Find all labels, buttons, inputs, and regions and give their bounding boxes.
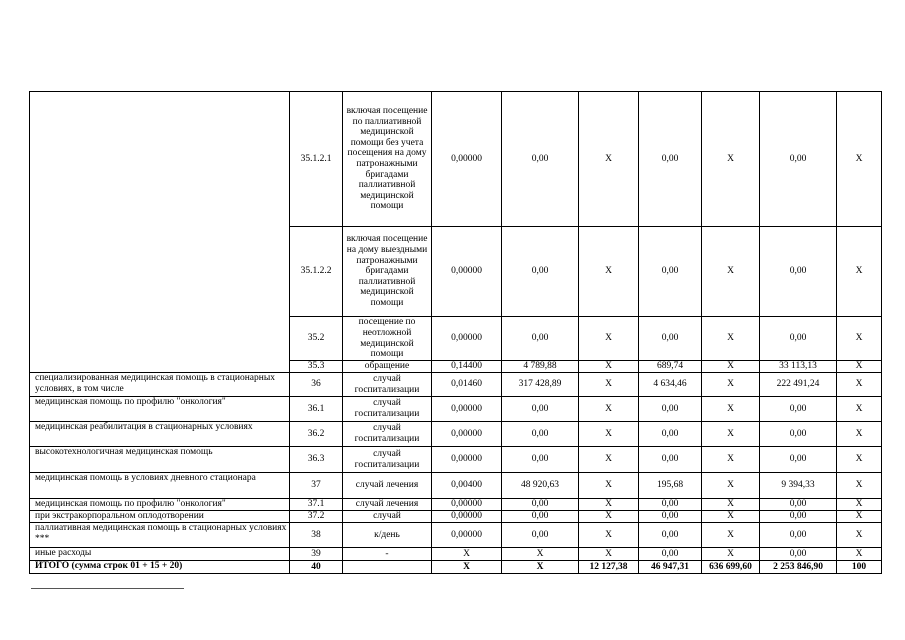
value-cell: 4 634,46 [639, 373, 702, 397]
value-cell: 0,00 [639, 317, 702, 361]
value-cell: X [837, 511, 882, 523]
value-cell: X [579, 317, 639, 361]
value-cell: 0,00 [639, 499, 702, 511]
value-cell: 0,00 [760, 92, 837, 227]
unit-cell: посещение по неотложной медицинской помощи [343, 317, 432, 361]
value-cell: X [702, 473, 760, 499]
unit-cell: включая посещение на дому выездными патронажными бригадами паллиативной медицинской помощи [343, 227, 432, 317]
value-cell: X [502, 561, 579, 574]
value-cell: X [702, 511, 760, 523]
value-cell: X [579, 473, 639, 499]
table-row [30, 511, 882, 523]
value-cell: 0,00000 [432, 92, 502, 227]
value-cell: X [702, 227, 760, 317]
value-cell: X [702, 373, 760, 397]
unit-cell [343, 561, 432, 574]
value-cell: X [702, 317, 760, 361]
label-cell: паллиативная медицинская помощь в стационарных условиях *** [30, 523, 290, 548]
table-row [30, 499, 882, 511]
value-cell: 0,00 [502, 92, 579, 227]
unit-cell: случай лечения [343, 499, 432, 511]
value-cell: 0,00000 [432, 447, 502, 473]
table-row [30, 397, 882, 422]
table-row [30, 92, 882, 227]
label-cell: медицинская помощь по профилю "онкология" [30, 397, 290, 422]
code-cell: 36 [290, 373, 343, 397]
table-row [30, 548, 882, 561]
unit-cell: случай госпитализации [343, 373, 432, 397]
code-cell: 35.3 [290, 361, 343, 373]
code-cell: 37.2 [290, 511, 343, 523]
value-cell: X [432, 548, 502, 561]
label-cell: ИТОГО (сумма строк 01 + 15 + 20) [30, 561, 290, 574]
value-cell: 0,00 [639, 397, 702, 422]
value-cell: X [579, 92, 639, 227]
value-cell: X [837, 317, 882, 361]
code-cell: 36.2 [290, 422, 343, 447]
value-cell: 0,00 [502, 523, 579, 548]
value-cell: X [579, 499, 639, 511]
value-cell: X [579, 227, 639, 317]
value-cell: 0,00 [760, 397, 837, 422]
value-cell: 0,00000 [432, 397, 502, 422]
value-cell: X [579, 523, 639, 548]
value-cell: 48 920,63 [502, 473, 579, 499]
value-cell: X [702, 548, 760, 561]
value-cell: 0,00 [639, 92, 702, 227]
value-cell: X [702, 92, 760, 227]
value-cell: 0,00 [760, 317, 837, 361]
value-cell: X [579, 422, 639, 447]
value-cell: 0,00 [502, 227, 579, 317]
value-cell: X [579, 361, 639, 373]
value-cell: 0,00 [502, 422, 579, 447]
value-cell: 0,00 [639, 422, 702, 447]
value-cell: 46 947,31 [639, 561, 702, 574]
footnote-separator [31, 588, 184, 589]
value-cell: 0,00 [760, 523, 837, 548]
value-cell: 100 [837, 561, 882, 574]
value-cell: 0,00000 [432, 499, 502, 511]
unit-cell: обращение [343, 361, 432, 373]
unit-cell: случай госпитализации [343, 422, 432, 447]
value-cell: X [837, 397, 882, 422]
value-cell: X [837, 447, 882, 473]
value-cell: 0,00 [760, 548, 837, 561]
value-cell: 9 394,33 [760, 473, 837, 499]
table-row [30, 373, 882, 397]
value-cell: 0,00 [639, 227, 702, 317]
value-cell: 0,00000 [432, 317, 502, 361]
value-cell: 0,00000 [432, 511, 502, 523]
code-cell: 35.2 [290, 317, 343, 361]
value-cell: 0,00 [639, 523, 702, 548]
value-cell: X [837, 499, 882, 511]
value-cell: X [837, 422, 882, 447]
value-cell: 0,00 [502, 511, 579, 523]
label-cell: высокотехнологичная медицинская помощь [30, 447, 290, 473]
total-row [30, 561, 882, 574]
code-cell: 35.1.2.1 [290, 92, 343, 227]
table-row [30, 447, 882, 473]
value-cell: 0,00000 [432, 523, 502, 548]
value-cell: 0,00400 [432, 473, 502, 499]
label-cell-merged [30, 92, 290, 373]
label-cell: медицинская реабилитация в стационарных условиях [30, 422, 290, 447]
code-cell: 40 [290, 561, 343, 574]
value-cell: 0,00 [639, 511, 702, 523]
value-cell: X [837, 361, 882, 373]
unit-cell: случай госпитализации [343, 447, 432, 473]
unit-cell: - [343, 548, 432, 561]
value-cell: 33 113,13 [760, 361, 837, 373]
value-cell: 0,14400 [432, 361, 502, 373]
code-cell: 35.1.2.2 [290, 227, 343, 317]
tariff-table [29, 91, 882, 574]
value-cell: X [579, 548, 639, 561]
value-cell: 0,00 [502, 447, 579, 473]
value-cell: X [579, 373, 639, 397]
value-cell: X [579, 447, 639, 473]
value-cell: 0,00 [760, 499, 837, 511]
unit-cell: включая посещение по паллиативной медицинской помощи без учета посещения на дому патронажными бригадами паллиативной медицинской помощи [343, 92, 432, 227]
value-cell: 0,00 [760, 422, 837, 447]
value-cell: X [432, 561, 502, 574]
value-cell: X [702, 361, 760, 373]
unit-cell: случай [343, 511, 432, 523]
value-cell: 317 428,89 [502, 373, 579, 397]
value-cell: X [837, 227, 882, 317]
value-cell: 0,00 [502, 397, 579, 422]
unit-cell: случай госпитализации [343, 397, 432, 422]
label-cell: при экстракорпоральном оплодотворении [30, 511, 290, 523]
label-cell: медицинская помощь в условиях дневного стационара [30, 473, 290, 499]
value-cell: 4 789,88 [502, 361, 579, 373]
code-cell: 37.1 [290, 499, 343, 511]
value-cell: X [837, 92, 882, 227]
value-cell: 0,00 [760, 511, 837, 523]
value-cell: X [837, 473, 882, 499]
value-cell: 2 253 846,90 [760, 561, 837, 574]
value-cell: 12 127,38 [579, 561, 639, 574]
table-row [30, 473, 882, 499]
value-cell: X [702, 523, 760, 548]
label-cell: медицинская помощь по профилю "онкология" [30, 499, 290, 511]
value-cell: X [579, 397, 639, 422]
value-cell: 0,00000 [432, 227, 502, 317]
value-cell: 0,00 [502, 499, 579, 511]
value-cell: 0,00 [502, 317, 579, 361]
value-cell: X [837, 523, 882, 548]
value-cell: 0,00 [639, 548, 702, 561]
value-cell: X [579, 511, 639, 523]
value-cell: X [702, 422, 760, 447]
label-cell: специализированная медицинская помощь в стационарных условиях, в том числе [30, 373, 290, 397]
value-cell: 195,68 [639, 473, 702, 499]
code-cell: 36.3 [290, 447, 343, 473]
value-cell: 0,00000 [432, 422, 502, 447]
value-cell: X [837, 548, 882, 561]
value-cell: 0,01460 [432, 373, 502, 397]
table-row [30, 523, 882, 548]
value-cell: 0,00 [760, 227, 837, 317]
value-cell: 0,00 [639, 447, 702, 473]
code-cell: 37 [290, 473, 343, 499]
value-cell: 689,74 [639, 361, 702, 373]
unit-cell: к/день [343, 523, 432, 548]
code-cell: 39 [290, 548, 343, 561]
value-cell: X [702, 499, 760, 511]
unit-cell: случай лечения [343, 473, 432, 499]
value-cell: 222 491,24 [760, 373, 837, 397]
value-cell: X [502, 548, 579, 561]
label-cell: иные расходы [30, 548, 290, 561]
code-cell: 38 [290, 523, 343, 548]
code-cell: 36.1 [290, 397, 343, 422]
table-row [30, 422, 882, 447]
value-cell: 0,00 [760, 447, 837, 473]
value-cell: X [702, 397, 760, 422]
value-cell: X [702, 447, 760, 473]
value-cell: 636 699,60 [702, 561, 760, 574]
value-cell: X [837, 373, 882, 397]
